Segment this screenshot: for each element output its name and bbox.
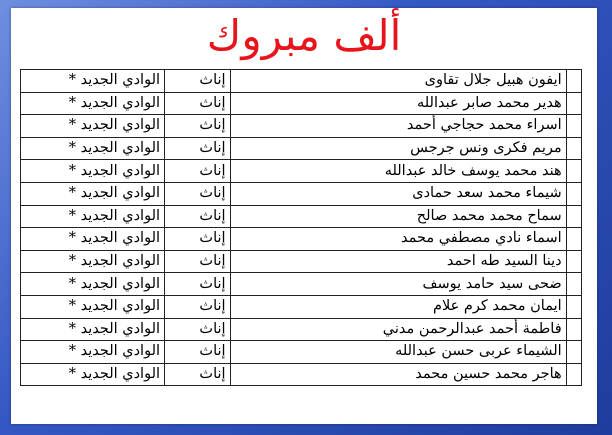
row-marker-cell [566, 228, 581, 251]
congratulations-title: ألف مبروك [206, 11, 402, 60]
table-row [21, 363, 582, 386]
gender-cell: إناث [165, 160, 231, 183]
table-row [21, 70, 582, 93]
governorate-cell: الوادي الجديد * [21, 182, 165, 205]
name-cell: ضحى سيد حامد يوسف [230, 273, 566, 296]
row-marker-cell [566, 115, 581, 138]
governorate-cell: الوادي الجديد * [21, 228, 165, 251]
governorate-cell: الوادي الجديد * [21, 341, 165, 364]
name-cell: الشيماء عربى حسن عبدالله [230, 341, 566, 364]
row-marker-cell [566, 273, 581, 296]
governorate-cell: الوادي الجديد * [21, 363, 165, 386]
gender-cell: إناث [165, 318, 231, 341]
row-marker-cell [566, 318, 581, 341]
table-body [21, 70, 582, 386]
name-cell: سماح محمد محمد صالح [230, 205, 566, 228]
name-cell: فاطمة أحمد عبدالرحمن مدني [230, 318, 566, 341]
table-row [21, 250, 582, 273]
name-cell: ايفون هبيل جلال تقاوى [230, 70, 566, 93]
gender-cell: إناث [165, 92, 231, 115]
table-row [21, 341, 582, 364]
gender-cell: إناث [165, 205, 231, 228]
name-cell: اسماء نادي مصطفي محمد [230, 228, 566, 251]
governorate-cell: الوادي الجديد * [21, 160, 165, 183]
gender-cell: إناث [165, 295, 231, 318]
gender-cell: إناث [165, 363, 231, 386]
row-marker-cell [566, 182, 581, 205]
table-row [21, 182, 582, 205]
table-row [21, 318, 582, 341]
governorate-cell: الوادي الجديد * [21, 250, 165, 273]
name-cell: مريم فكرى ونس جرجس [230, 137, 566, 160]
document-page [11, 8, 597, 424]
row-marker-cell [566, 92, 581, 115]
governorate-cell: الوادي الجديد * [21, 273, 165, 296]
names-table [20, 69, 582, 386]
row-marker-cell [566, 341, 581, 364]
row-marker-cell [566, 363, 581, 386]
gender-cell: إناث [165, 341, 231, 364]
row-marker-cell [566, 250, 581, 273]
governorate-cell: الوادي الجديد * [21, 205, 165, 228]
row-marker-cell [566, 160, 581, 183]
name-cell: اسراء محمد حجاجي أحمد [230, 115, 566, 138]
gender-cell: إناث [165, 137, 231, 160]
gender-cell: إناث [165, 228, 231, 251]
table-row [21, 273, 582, 296]
governorate-cell: الوادي الجديد * [21, 295, 165, 318]
row-marker-cell [566, 205, 581, 228]
table-row [21, 160, 582, 183]
gender-cell: إناث [165, 70, 231, 93]
governorate-cell: الوادي الجديد * [21, 70, 165, 93]
name-cell: هند محمد يوسف خالد عبدالله [230, 160, 566, 183]
row-marker-cell [566, 137, 581, 160]
row-marker-cell [566, 70, 581, 93]
name-cell: شيماء محمد سعد حمادى [230, 182, 566, 205]
governorate-cell: الوادي الجديد * [21, 318, 165, 341]
table-row [21, 205, 582, 228]
gender-cell: إناث [165, 115, 231, 138]
table-row [21, 115, 582, 138]
gender-cell: إناث [165, 273, 231, 296]
name-cell: هدير محمد صابر عبدالله [230, 92, 566, 115]
row-marker-cell [566, 295, 581, 318]
name-cell: دينا السيد طه احمد [230, 250, 566, 273]
table-row [21, 228, 582, 251]
name-cell: هاجر محمد حسين محمد [230, 363, 566, 386]
table-row [21, 137, 582, 160]
governorate-cell: الوادي الجديد * [21, 115, 165, 138]
gender-cell: إناث [165, 182, 231, 205]
governorate-cell: الوادي الجديد * [21, 92, 165, 115]
table-row [21, 92, 582, 115]
table-row [21, 295, 582, 318]
gender-cell: إناث [165, 250, 231, 273]
name-cell: ايمان محمد كرم علام [230, 295, 566, 318]
governorate-cell: الوادي الجديد * [21, 137, 165, 160]
